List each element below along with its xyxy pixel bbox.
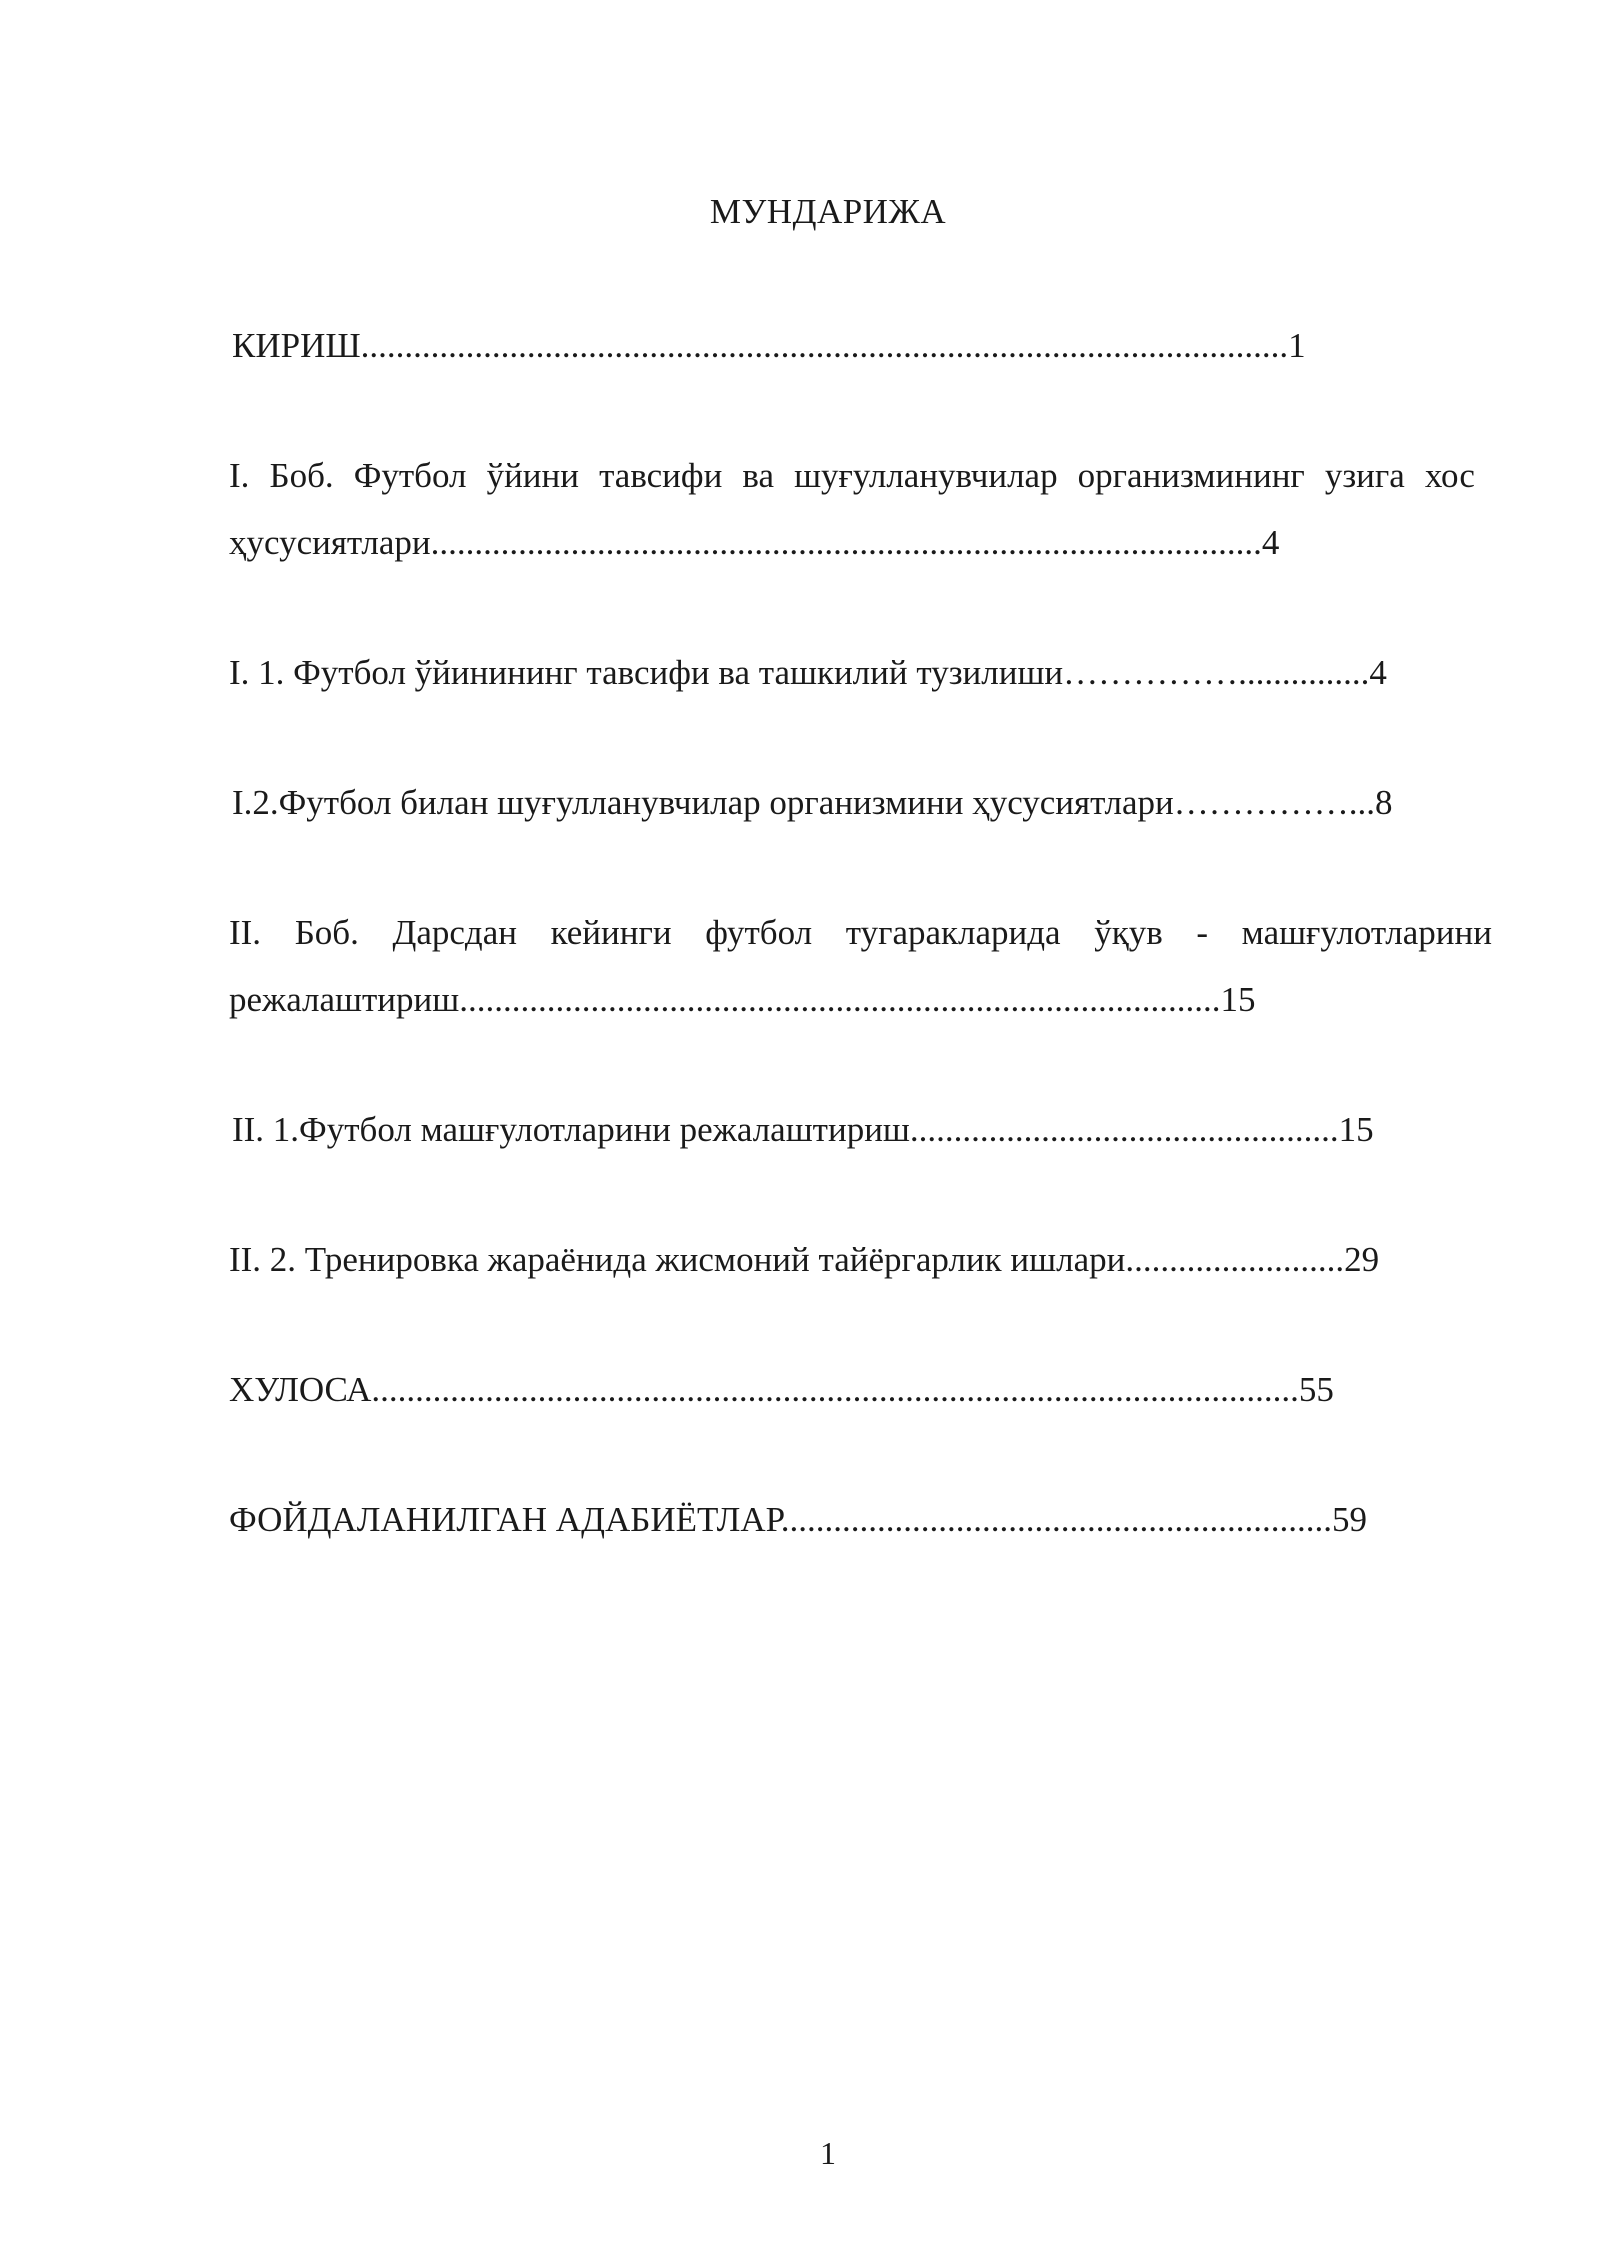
toc-word: -	[1196, 913, 1209, 952]
toc-entry-section-1-1	[229, 651, 1490, 695]
toc-word: II.	[229, 913, 262, 952]
toc-entry-chapter1-line1	[229, 454, 1475, 498]
toc-entry-text: II. 2. Тренировка жараёнида жисмоний тайёргарлик ишлари.........................29	[229, 1240, 1380, 1279]
toc-word: Боб.	[269, 456, 334, 495]
toc-word: тавсифи	[599, 456, 723, 495]
toc-word: узига	[1324, 456, 1405, 495]
toc-word: Футбол	[353, 456, 467, 495]
toc-entry-text: ХУЛОСА..........................................................................................................55	[229, 1370, 1334, 1409]
toc-entry-conclusion	[229, 1368, 1488, 1412]
toc-word: хос	[1424, 456, 1475, 495]
toc-word: кейинги	[550, 913, 672, 952]
page-title: МУНДАРИЖА	[709, 192, 947, 231]
toc-word: шуғулланувчилар	[794, 456, 1058, 495]
page-number: 1	[820, 2135, 836, 2171]
toc-entry-chapter2-line2	[229, 978, 1490, 1022]
toc-entry-chapter1-line2	[229, 521, 1490, 565]
toc-entry-text: КИРИШ..........................................................................................................1	[232, 326, 1306, 365]
toc-word: машғулотларини	[1241, 913, 1492, 952]
toc-entry-section-2-1	[232, 1108, 1490, 1152]
toc-word: организмининг	[1077, 456, 1305, 495]
toc-entry-text: режалаштириш.......................................................................................15	[229, 980, 1256, 1019]
toc-entry-chapter2-line1	[229, 911, 1492, 955]
toc-word: ўқув	[1094, 913, 1163, 952]
toc-word: тугаракларида	[845, 913, 1061, 952]
toc-word: футбол	[705, 913, 813, 952]
toc-entry-section-1-2	[232, 781, 1493, 825]
toc-entry-text: I.2.Футбол билан шуғулланувчилар организмини ҳусусиятлари……………...8	[232, 783, 1393, 822]
toc-word: Боб.	[294, 913, 359, 952]
toc-entry-section-2-2	[229, 1238, 1485, 1282]
toc-entry-intro	[232, 324, 1487, 368]
toc-entry-text: ФОЙДАЛАНИЛГАН АДАБИЁТЛАР...............................................................59	[229, 1500, 1367, 1539]
toc-word: Дарсдан	[392, 913, 517, 952]
toc-word: ва	[742, 456, 775, 495]
toc-entry-text: ҳусусиятлари...............................................................................................4	[229, 523, 1280, 562]
toc-word: ўйини	[486, 456, 579, 495]
toc-entry-text: I. 1. Футбол ўйинининг тавсифи ва ташкилий тузилиши……………...............4	[229, 653, 1387, 692]
toc-word: I.	[229, 456, 250, 495]
toc-entry-text: II. 1.Футбол машғулотларини режалаштириш.................................................15	[232, 1110, 1374, 1149]
toc-entry-references	[229, 1498, 1490, 1542]
